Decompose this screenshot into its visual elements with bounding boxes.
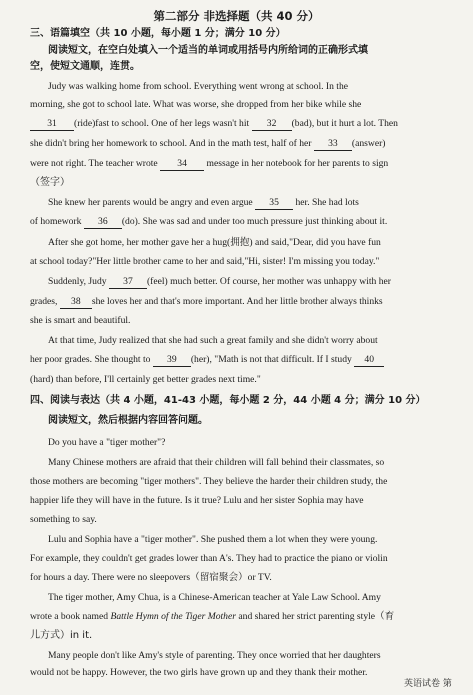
blank-34[interactable]: 34 [160, 157, 204, 171]
text-line: The tiger mother, Amy Chua, is a Chinese-American teacher at Yale Law School. Amy [48, 592, 381, 603]
text-line: wrote a book named Battle Hymn of the Tiger Mother and shared her strict parenting style（育 [30, 611, 395, 622]
text-line: She knew her parents would be angry and even argue 35 her. She had lots [48, 197, 359, 208]
text-line: would not be happy. However, the two girls have grown up and they thank their mother. [30, 667, 368, 678]
text-line: morning, she got to school late. What was worse, she dropped from her bike while she [30, 99, 362, 110]
text-line: something to say. [30, 514, 97, 525]
blank-37[interactable]: 37 [109, 275, 147, 289]
section3-instruction-cont: 空，使短文通顺，连贯。 [30, 61, 140, 72]
blank-33[interactable]: 33 [314, 137, 352, 151]
text-line: 儿方式）in it. [30, 630, 93, 641]
text-line: At that time, Judy realized that she had such a great family and she didn't worry about [48, 335, 378, 346]
text-line: grades, 38 she loves her and that's more important. And her little brother always thinks [30, 296, 383, 307]
blank-31[interactable]: 31 [30, 117, 74, 131]
text-line: were not right. The teacher wrote 34 message in her notebook for her parents to sign [30, 158, 389, 169]
text-line: happier life they will have in the future. Is it true? Lulu and her sister Sophia may have [30, 495, 364, 506]
text-line: Many Chinese mothers are afraid that their children will fall behind their classmates, so [48, 457, 385, 468]
text-line: of homework 36 (do). She was sad and under too much pressure just thinking about it. [30, 216, 388, 227]
text-line: at school today?"Her little brother came to her and said,"Hi, sister! I'm missing you today." [30, 256, 380, 267]
section4-instruction: 阅读短文，然后根据内容回答问题。 [48, 415, 208, 426]
page-footer: 英语试卷 第 [404, 679, 452, 689]
text-line: （签字） [30, 177, 70, 188]
section3-heading: 三、语篇填空（共 10 小题，每小题 1 分；满分 10 分） [30, 28, 286, 39]
text-line: (hard) than before, I'll certainly get better grades next time." [30, 374, 261, 385]
passage-title: Do you have a "tiger mother"? [48, 437, 166, 448]
blank-39[interactable]: 39 [153, 353, 191, 367]
text-line: Lulu and Sophia have a "tiger mother". She pushed them a lot when they were young. [48, 534, 378, 545]
text-line: she didn't bring her homework to school. And in the math test, half of her 33 (answer) [30, 138, 386, 149]
blank-35[interactable]: 35 [255, 196, 293, 210]
text-line: Suddenly, Judy 37 (feel) much better. Of course, her mother was unhappy with her [48, 276, 391, 287]
section4-heading: 四、阅读与表达（共 4 小题，41-43 小题，每小题 2 分，44 小题 4 分；满分 10 分） [30, 395, 426, 406]
text-line: those mothers are becoming "tiger mothers". They believe the harder their children study, the [30, 476, 388, 487]
blank-36[interactable]: 36 [84, 215, 122, 229]
text-line: For example, they couldn't get grades lower than A's. They had to practice the piano or violin [30, 553, 388, 564]
text-line: 31 (ride)fast to school. One of her legs wasn't hit 32 (bad), but it hurt a lot. Then [30, 117, 450, 131]
blank-40[interactable]: 40 [354, 353, 384, 367]
text-line: Many people don't like Amy's style of parenting. They once worried that her daughters [48, 650, 381, 661]
text-line: Judy was walking home from school. Everything went wrong at school. In the [48, 81, 349, 92]
text-line: she is smart and beautiful. [30, 315, 131, 326]
blank-38[interactable]: 38 [60, 295, 92, 309]
text-line: for hours a day. There were no sleepovers（留宿聚会）or TV. [30, 572, 272, 583]
page-title: 第二部分 非选择题（共 40 分） [153, 9, 320, 23]
section3-instruction: 阅读短文，在空白处填入一个适当的单词或用括号内所给词的正确形式填 [48, 45, 368, 56]
text-line: her poor grades. She thought to 39 (her), "Math is not that difficult. If I study 40 [30, 353, 450, 367]
blank-32[interactable]: 32 [252, 117, 292, 131]
text-line: After she got home, her mother gave her a hug(拥抱) and said,"Dear, did you have fun [48, 237, 381, 248]
book-title: Battle Hymn of the Tiger Mother [110, 611, 236, 622]
